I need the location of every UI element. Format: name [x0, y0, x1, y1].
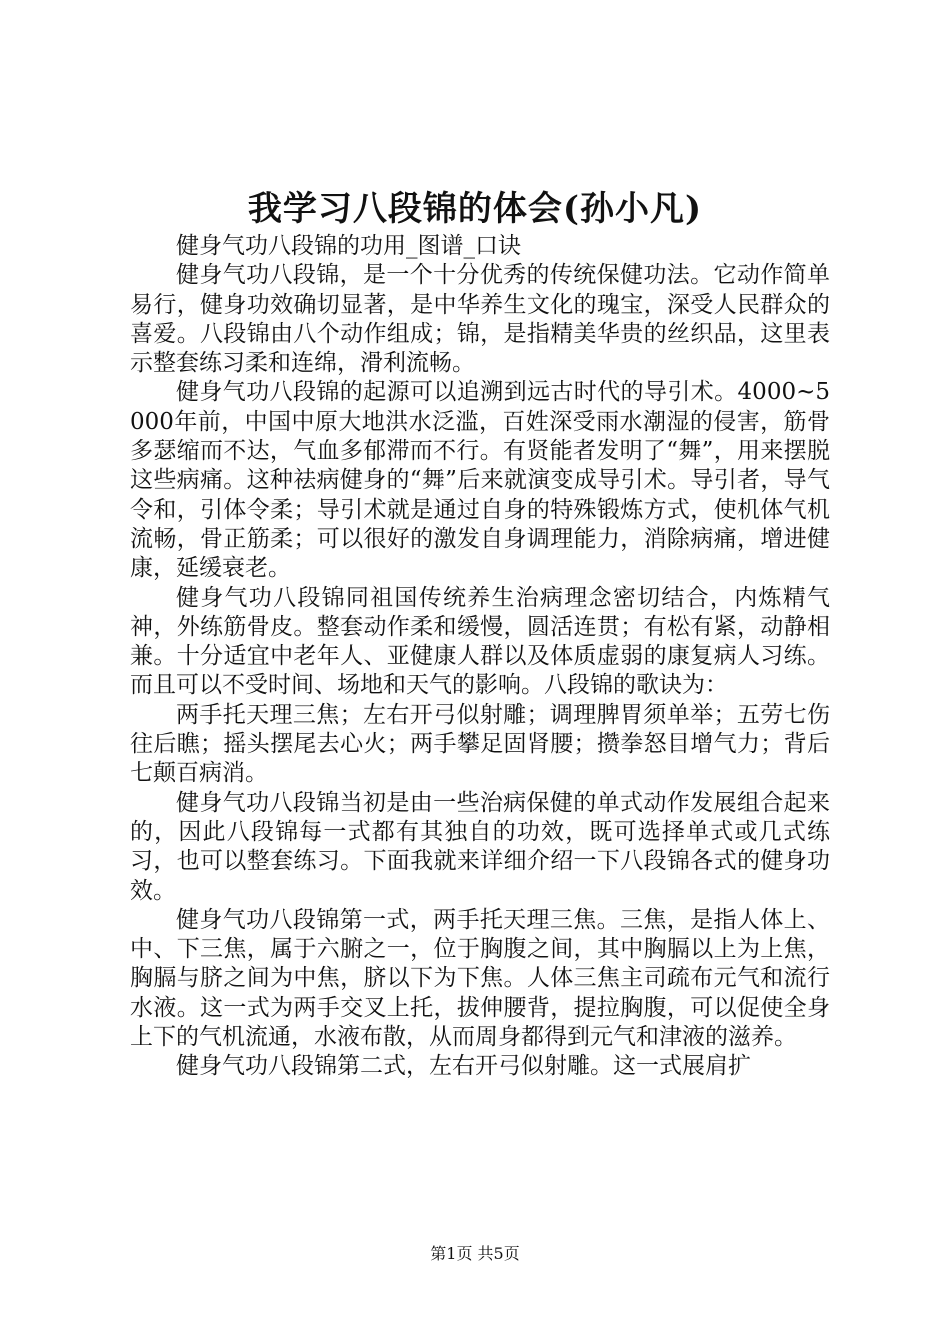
paragraph-overview: 健身气功八段锦当初是由一些治病保健的单式动作发展组合起来的，因此八段锦每一式都有其独自的功效，既可选择单式或几式练习，也可以整套练习。下面我就来详细介绍一下八段锦各式的健身功效。	[130, 789, 830, 904]
paragraph-form-two: 健身气功八段锦第二式，左右开弓似射雕。这一式展肩扩	[176, 1053, 751, 1080]
document-body	[130, 232, 830, 1082]
paragraph-form-one: 健身气功八段锦第一式，两手托天理三焦。三焦，是指人体上、中、下三焦，属于六腑之一，位于胸腹之间，其中胸膈以上为上焦，胸膈与脐之间为中焦，脐以下为下焦。人体三焦主司疏布元气和流行水液。这一式为两手交叉上托，拔伸腰背，提拉胸腹，可以促使全身上下的气机流通，水液布散，从而周身都得到元气和津液的滋养。	[130, 906, 830, 1051]
paragraph-theory: 健身气功八段锦同祖国传统养生治病理念密切结合，内炼精气神，外练筋骨皮。整套动作柔和缓慢，圆活连贯；有松有紧，动静相兼。十分适宜中老年人、亚健康人群以及体质虚弱的康复病人习练。而且可以不受时间、场地和天气的影响。八段锦的歌诀为：	[130, 584, 830, 699]
document-title: 我学习八段锦的体会(孙小凡)	[247, 189, 703, 229]
page-number-footer: 第1页 共5页	[430, 1244, 520, 1263]
subtitle-line: 健身气功八段锦的功用_图谱_口诀	[176, 233, 521, 259]
paragraph-verse: 两手托天理三焦；左右开弓似射雕；调理脾胃须单举；五劳七伤往后瞧；摇头摆尾去心火；两手攀足固肾腰；攒拳怒目增气力；背后七颠百病消。	[130, 701, 830, 787]
paragraph-intro: 健身气功八段锦，是一个十分优秀的传统保健功法。它动作简单易行，健身功效确切显著，是中华养生文化的瑰宝，深受人民群众的喜爱。八段锦由八个动作组成；锦，是指精美华贵的丝织品，这里表示整套练习柔和连绵，滑利流畅。	[130, 262, 830, 377]
paragraph-origin: 健身气功八段锦的起源可以追溯到远古时代的导引术。4000~5000年前，中国中原大地洪水泛滥，百姓深受雨水潮湿的侵害，筋骨多瑟缩而不达，气血多郁滞而不行。有贤能者发明了“舞”，用来摆脱这些病痛。这种祛病健身的“舞”后来就演变成导引术。导引者，导气令和，引体令柔；导引术就是通过自身的特殊锻炼方式，使机体气机流畅，骨正筋柔；可以很好的激发自身调理能力，消除病痛，增进健康，延缓衰老。	[130, 379, 830, 582]
